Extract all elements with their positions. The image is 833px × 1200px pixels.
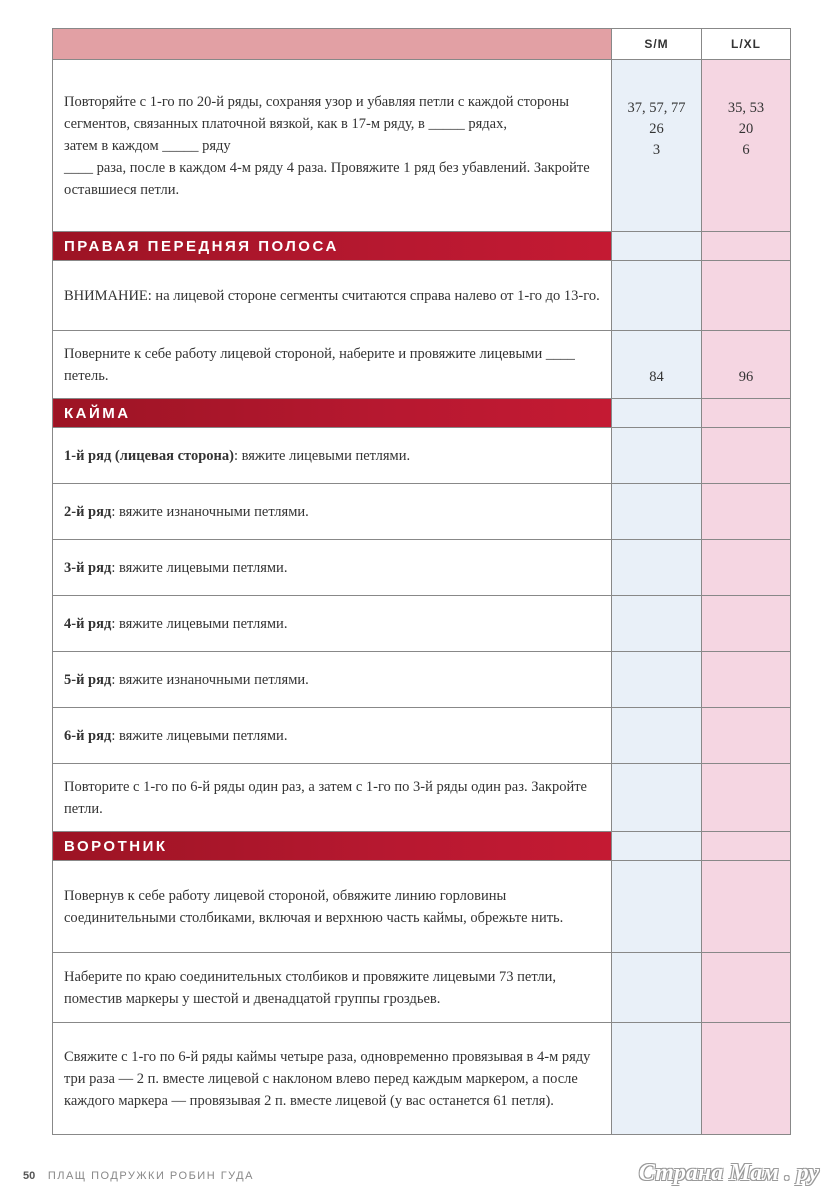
sm-value: 84 — [612, 331, 702, 399]
size-sm-cell — [612, 261, 702, 331]
sm-value: 37, 57, 77 — [627, 100, 686, 116]
section-title-right-front-band: ПРАВАЯ ПЕРЕДНЯЯ ПОЛОСА — [53, 232, 612, 261]
table-row — [53, 484, 791, 540]
size-lxl-cell — [702, 596, 791, 652]
row-instruction: : вяжите лицевыми петлями. — [111, 615, 288, 632]
lxl-value: 35, 53 — [727, 100, 765, 116]
row-label: 4-й ряд — [64, 615, 112, 632]
size-sm-cell — [612, 861, 702, 953]
table-row — [53, 331, 791, 399]
table-row — [53, 60, 791, 232]
size-sm-cell — [612, 484, 702, 540]
instruction-text — [53, 484, 612, 540]
section-header-row — [53, 832, 791, 861]
table-header-row — [53, 29, 791, 60]
row-label: 6-й ряд — [64, 727, 112, 744]
page-footer — [23, 1170, 254, 1182]
section-header-row — [53, 399, 791, 428]
size-sm-cell — [612, 428, 702, 484]
size-sm-cell — [612, 596, 702, 652]
row-instruction: : вяжите изнаночными петлями. — [111, 503, 309, 520]
size-sm-cell — [612, 953, 702, 1023]
instruction-text-content: Повторяйте с 1-го по 20-й ряды, сохраняя узор и убавляя петли с каждой стороны сегментов, связанных платочной вязкой, как в 17-м ряду, в _____ рядах, затем в каждом _____ ряду ____ раза, после в каждом 4-м ряду 4 раза. Провяжите 1 ряд без убавлений. Закройте оставшиеся петли. — [64, 93, 590, 198]
row-instruction: : вяжите лицевыми петлями. — [233, 447, 411, 464]
watermark-logo: Страна Мам . ру — [638, 1160, 819, 1186]
size-sm-cell — [612, 652, 702, 708]
size-sm-cell — [612, 399, 702, 428]
table-row — [53, 1023, 791, 1135]
table-row — [53, 596, 791, 652]
size-lxl-values — [702, 60, 791, 232]
section-header-row — [53, 232, 791, 261]
table-row — [53, 861, 791, 953]
size-lxl-cell — [702, 832, 791, 861]
instruction-text: Повернитe к себе работу лицевой стороной, наберите и провяжите лицевыми ____ петель. — [53, 331, 612, 399]
size-sm-cell — [612, 1023, 702, 1135]
instruction-text: ВНИМАНИЕ: на лицевой стороне сегменты считаются справа налево от 1-го до 13-го. — [53, 261, 612, 331]
size-lxl-cell — [702, 652, 791, 708]
instruction-text — [53, 652, 612, 708]
row-label: 5-й ряд — [64, 671, 112, 688]
instruction-text — [53, 428, 612, 484]
lxl-value: 20 — [738, 121, 754, 137]
book-title: ПЛАЩ ПОДРУЖКИ РОБИН ГУДА — [47, 1170, 254, 1182]
size-sm-values — [612, 60, 702, 232]
instruction-text: Наберите по краю соединительных столбиков и провяжите лицевыми 73 петли, поместив маркеры у шестой и двенадцатой группы гроздьев. — [53, 953, 612, 1023]
row-instruction: : вяжите изнаночными петлями. — [111, 671, 309, 688]
size-sm-cell — [612, 764, 702, 832]
table-row — [53, 428, 791, 484]
size-sm-cell — [612, 832, 702, 861]
table-row — [53, 708, 791, 764]
instruction-text: Свяжите с 1-го по 6-й ряды каймы четыре раза, одновременно провязывая в 4-м ряду три раза — 2 п. вместе лицевой с наклоном влево перед каждым маркером, а после каждого маркера — провязывая 2 п. вместе лицевой (у вас останется 61 петля). — [53, 1023, 612, 1135]
section-title-border: КАЙМА — [53, 399, 612, 428]
instruction-text: Повторите с 1-го по 6-й ряды один раз, а затем с 1-го по 3-й ряды один раз. Закройте петли. — [53, 764, 612, 832]
row-label: 2-й ряд — [64, 503, 112, 520]
header-size-lxl: L/XL — [702, 29, 791, 60]
instruction-text — [53, 596, 612, 652]
instruction-text: Повернув к себе работу лицевой стороной, обвяжите линию горловины соединительными столбиками, включая и верхнюю часть каймы, обрежьте нить. — [53, 861, 612, 953]
size-lxl-cell — [702, 261, 791, 331]
size-sm-cell — [612, 540, 702, 596]
size-lxl-cell — [702, 232, 791, 261]
size-lxl-cell — [702, 1023, 791, 1135]
table-row — [53, 953, 791, 1023]
page-number: 50 — [23, 1170, 36, 1182]
row-label: 3-й ряд — [64, 559, 112, 576]
size-lxl-cell — [702, 484, 791, 540]
header-size-sm: S/M — [612, 29, 702, 60]
instruction-text — [53, 540, 612, 596]
sm-value: 3 — [652, 142, 661, 158]
table-row — [53, 261, 791, 331]
instruction-text — [53, 60, 612, 232]
size-sm-cell — [612, 708, 702, 764]
size-lxl-cell — [702, 399, 791, 428]
instruction-text — [53, 708, 612, 764]
size-lxl-cell — [702, 428, 791, 484]
size-lxl-cell — [702, 764, 791, 832]
size-lxl-cell — [702, 953, 791, 1023]
row-instruction: : вяжите лицевыми петлями. — [111, 559, 288, 576]
size-lxl-cell — [702, 540, 791, 596]
table-row — [53, 652, 791, 708]
table-row — [53, 764, 791, 832]
row-label: 1-й ряд (лицевая сторона) — [64, 447, 234, 464]
row-instruction: : вяжите лицевыми петлями. — [111, 727, 288, 744]
size-lxl-cell — [702, 861, 791, 953]
pattern-table — [52, 28, 791, 1135]
lxl-value: 6 — [742, 142, 750, 158]
table-row — [53, 540, 791, 596]
sm-value: 26 — [649, 121, 664, 137]
header-pink-bar — [53, 29, 612, 60]
section-title-collar: ВОРОТНИК — [53, 832, 612, 861]
lxl-value: 96 — [702, 331, 791, 399]
size-sm-cell — [612, 232, 702, 261]
size-lxl-cell — [702, 708, 791, 764]
